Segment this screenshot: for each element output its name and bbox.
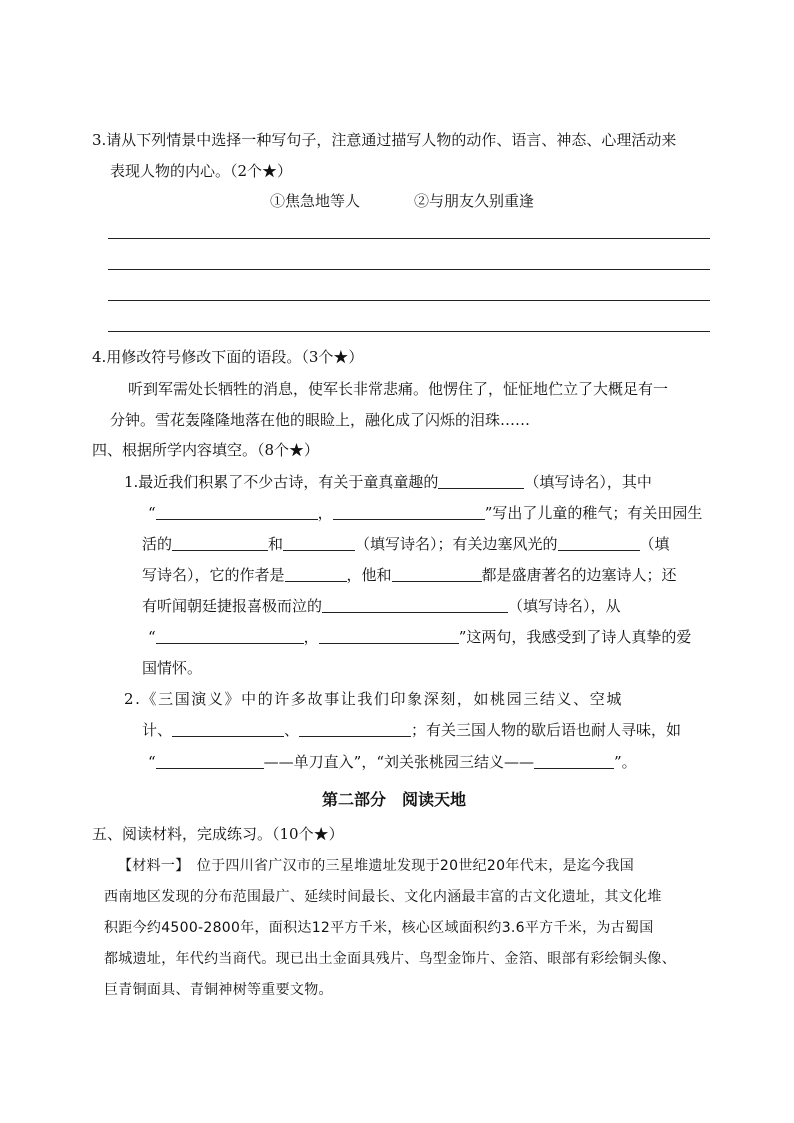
- fill-blank[interactable]: [319, 627, 459, 644]
- fill-blank[interactable]: [299, 720, 411, 737]
- fill-blank[interactable]: [438, 472, 524, 489]
- s4-q1-line7: 国情怀。: [142, 659, 203, 677]
- fill-blank[interactable]: [285, 565, 347, 582]
- text: “: [148, 628, 156, 646]
- text: 计、: [142, 721, 173, 739]
- text: 1.最近我们积累了不少古诗，有关于童真童趣的: [124, 473, 439, 491]
- q3-option1: ①焦急地等人: [270, 192, 361, 210]
- s4-q2-line2: [142, 720, 681, 740]
- material1-line5: 巨青铜面具、青铜神树等重要文物。: [104, 982, 333, 998]
- s4-q1-line2: [148, 503, 702, 523]
- text: ”这两句，我感受到了诗人真挚的爱: [458, 628, 692, 646]
- text: （填写诗名），从: [508, 597, 621, 615]
- text: ”。: [614, 753, 637, 771]
- text: （填: [639, 535, 670, 553]
- fill-blank[interactable]: [172, 534, 268, 551]
- text: （填写诗名）；有关边塞风光的: [355, 535, 558, 553]
- material1-line3: 积距今约4500-2800年，面积达12平方千米，核心区域面积约3.6平方千米，为古蜀国: [104, 920, 654, 936]
- fill-blank[interactable]: [172, 720, 284, 737]
- q3-line1: 3.请从下列情景中选择一种写句子，注意通过描写人物的动作、语言、神态、心理活动来: [92, 131, 677, 149]
- part2-title: 第二部分 阅读天地: [322, 790, 467, 809]
- fill-blank[interactable]: [156, 503, 318, 520]
- text: “: [148, 753, 156, 771]
- answer-line[interactable]: [108, 238, 710, 239]
- answer-line[interactable]: [108, 331, 710, 332]
- text: 都是盛唐著名的边塞诗人；还: [481, 566, 677, 584]
- material1-line2: 西南地区发现的分布范围最广、延续时间最长、文化内涵最丰富的古文化遗址，其文化堆: [104, 889, 662, 905]
- q3-line2: 表现人物的内心。（2个★）: [110, 162, 293, 180]
- section4-title: 四、根据所学内容填空。（8个★）: [92, 441, 320, 459]
- s4-q1-line3: [142, 534, 670, 554]
- fill-blank[interactable]: [156, 627, 304, 644]
- material1-line4: 都城遗址，年代约当商代。现已出土金面具残片、鸟型金饰片、金箔、眼部有彩绘铜头像、: [104, 951, 676, 967]
- text: 和: [268, 535, 284, 553]
- s4-q1-line5: [142, 596, 621, 616]
- s4-q1-line6: [148, 627, 691, 647]
- text: ”写出了儿童的稚气；有关田园生: [484, 504, 703, 522]
- section5-title: 五、阅读材料，完成练习。（10个★）: [92, 825, 344, 843]
- s4-q1-line4: [142, 565, 677, 585]
- text: ——单刀直入”，“刘关张桃园三结义——: [263, 753, 535, 771]
- fill-blank[interactable]: [283, 534, 355, 551]
- text: （填写诗名），其中: [524, 473, 652, 491]
- fill-blank[interactable]: [392, 565, 482, 582]
- q4-para1: 听到军需处长牺牲的消息，使军长非常悲痛。他愣住了，怔怔地伫立了大概足有一: [128, 380, 669, 398]
- fill-blank[interactable]: [333, 503, 485, 520]
- q4-title: 4.用修改符号修改下面的语段。（3个★）: [92, 348, 364, 366]
- text: ，: [317, 504, 333, 522]
- material1-line1: 【材料一】 位于四川省广汉市的三星堆遗址发现于20世纪20年代末，是迄今我国: [118, 858, 635, 874]
- q3-option2: ②与朋友久别重逢: [414, 192, 535, 210]
- fill-blank[interactable]: [534, 752, 614, 769]
- text: 、: [284, 721, 300, 739]
- fill-blank[interactable]: [558, 534, 640, 551]
- fill-blank[interactable]: [156, 752, 264, 769]
- text: ，: [303, 628, 319, 646]
- s4-q2-line3: [148, 752, 637, 772]
- q4-para2: 分钟。雪花轰隆隆地落在他的眼睑上，融化成了闪烁的泪珠……: [110, 411, 531, 429]
- text: ；有关三国人物的歇后语也耐人寻味，如: [411, 721, 682, 739]
- fill-blank[interactable]: [322, 596, 508, 613]
- answer-line[interactable]: [108, 269, 710, 270]
- text: 有听闻朝廷捷报喜极而泣的: [142, 597, 323, 615]
- text: 写诗名），它的作者是: [142, 566, 285, 584]
- text: ，他和: [346, 566, 392, 584]
- answer-line[interactable]: [108, 300, 710, 301]
- s4-q2-line1: 2.《三国演义》中的许多故事让我们印象深刻，如桃园三结义、空城: [124, 690, 623, 708]
- text: 活的: [142, 535, 173, 553]
- s4-q1-line1: [124, 472, 652, 492]
- text: “: [148, 504, 156, 522]
